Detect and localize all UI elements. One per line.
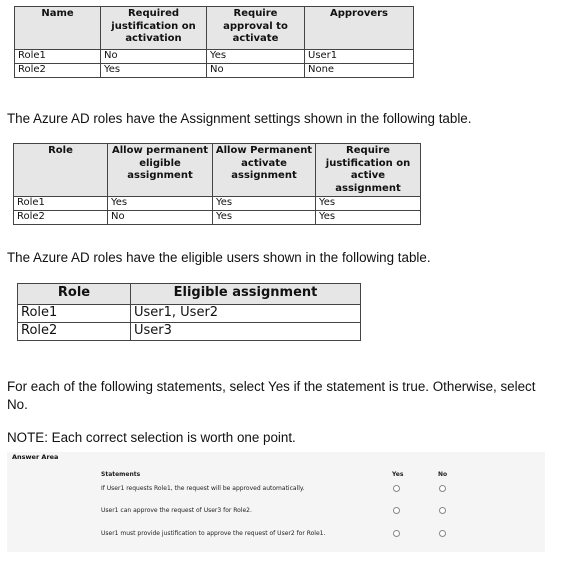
column-header: Role xyxy=(18,284,131,305)
no-header: No xyxy=(438,471,448,478)
table-cell: Role2 xyxy=(18,323,131,341)
column-header: Name xyxy=(15,7,101,50)
note-paragraph: NOTE: Each correct selection is worth one point. xyxy=(7,430,296,445)
statement-1-no-radio[interactable] xyxy=(439,485,446,492)
table-cell: Yes xyxy=(213,211,316,225)
table-header-row xyxy=(14,144,421,197)
statement-3-yes-radio[interactable] xyxy=(393,530,400,537)
table-cell: Role1 xyxy=(14,197,108,211)
activation-settings-table xyxy=(14,6,414,78)
table-header-row xyxy=(15,7,414,50)
statement-1: If User1 requests Role1, the request will be approved automatically. xyxy=(101,485,305,492)
table-cell: Yes xyxy=(101,64,207,78)
table-row xyxy=(14,197,421,211)
table-cell: No xyxy=(101,50,207,64)
table-cell: User1 xyxy=(305,50,414,64)
statement-3: User1 must provide justification to approve the request of User2 for Role1. xyxy=(101,530,326,537)
column-header: Required justification on activation xyxy=(101,7,207,50)
eligible-users-paragraph: The Azure AD roles have the eligible users shown in the following table. xyxy=(7,250,431,265)
table-row xyxy=(15,64,414,78)
statement-3-no-radio[interactable] xyxy=(439,530,446,537)
instructions-paragraph: For each of the following statements, select Yes if the statement is true. Otherwise, select No. xyxy=(7,379,536,412)
assignment-settings-table xyxy=(13,143,421,225)
table-row xyxy=(18,305,361,323)
table-cell: Yes xyxy=(316,211,421,225)
table-cell: Yes xyxy=(207,50,305,64)
statement-2-no-radio[interactable] xyxy=(439,507,446,514)
table-cell: No xyxy=(108,211,213,225)
column-header: Approvers xyxy=(305,7,414,50)
table-cell: User1, User2 xyxy=(131,305,361,323)
statement-2: User1 can approve the request of User3 for Role2. xyxy=(101,507,252,514)
table-cell: Yes xyxy=(108,197,213,211)
column-header: Role xyxy=(14,144,108,197)
table-cell: Yes xyxy=(213,197,316,211)
column-header: Eligible assignment xyxy=(131,284,361,305)
table-row xyxy=(14,211,421,225)
table-cell: None xyxy=(305,64,414,78)
statements-header: Statements xyxy=(101,471,141,478)
table-cell: Role1 xyxy=(18,305,131,323)
table-cell: Role2 xyxy=(14,211,108,225)
column-header: Require approval to activate xyxy=(207,7,305,50)
table-cell: User3 xyxy=(131,323,361,341)
yes-header: Yes xyxy=(392,471,404,478)
column-header: Allow permanent eligible assignment xyxy=(108,144,213,197)
column-header: Allow Permanent activate assignment xyxy=(213,144,316,197)
statement-2-yes-radio[interactable] xyxy=(393,507,400,514)
table-cell: Yes xyxy=(316,197,421,211)
assignment-settings-paragraph: The Azure AD roles have the Assignment settings shown in the following table. xyxy=(7,111,472,126)
column-header: Require justification on active assignment xyxy=(316,144,421,197)
table-header-row xyxy=(18,284,361,305)
table-cell: No xyxy=(207,64,305,78)
statement-1-yes-radio[interactable] xyxy=(393,485,400,492)
answer-area-title: Answer Area xyxy=(12,453,59,461)
table-cell: Role1 xyxy=(15,50,101,64)
table-row xyxy=(18,323,361,341)
table-cell: Role2 xyxy=(15,64,101,78)
eligible-users-table xyxy=(17,283,361,341)
table-row xyxy=(15,50,414,64)
answer-area xyxy=(7,452,545,552)
